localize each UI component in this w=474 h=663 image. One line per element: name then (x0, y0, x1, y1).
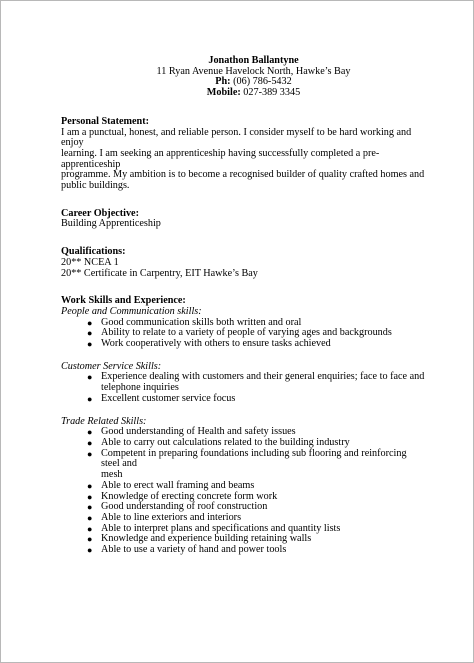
bullet-icon: ● (87, 393, 93, 404)
qualification-item: 20** NCEA 1 (61, 256, 119, 268)
bullet-icon: ● (87, 448, 93, 459)
list-item-text: Good communication skills both written and oral (101, 316, 302, 328)
career-objective-title: Career Objective: (61, 207, 139, 219)
list-item-text: Ability to relate to a variety of people of varying ages and backgrounds (101, 327, 392, 339)
mobile-label: Mobile: (206, 87, 241, 99)
mobile-value: 027-389 3345 (243, 87, 301, 99)
personal-statement-line: programme. My ambition is to become a recognised builder of quality crafted homes and (61, 169, 425, 181)
qualifications-section (61, 247, 426, 279)
bullet-icon: ● (87, 480, 93, 491)
personal-statement-section (61, 117, 426, 192)
personal-statement-line: I am a punctual, honest, and reliable person. I consider myself to be hard working and enjoy (61, 126, 412, 149)
list-item-text: Excellent customer service focus (101, 392, 236, 404)
skills-subtitle: Trade Related Skills: (61, 415, 147, 427)
work-skills-title: Work Skills and Experience: (61, 295, 186, 307)
bullet-icon: ● (87, 328, 93, 339)
skills-subtitle: Customer Service Skills: (61, 360, 162, 372)
personal-statement-line: learning. I am seeking an apprenticeship having successfully completed a pre-apprenticeship (61, 147, 380, 170)
list-item-text: Able to use a variety of hand and power tools (101, 544, 287, 556)
bullet-icon: ● (87, 317, 93, 328)
career-objective-text: Building Apprenticeship (61, 218, 161, 230)
list-item-text: Knowledge and experience building retaining walls (101, 533, 312, 545)
bullet-icon: ● (87, 437, 93, 448)
list-item-text: Able to interpret plans and specifications and quantity lists (101, 522, 341, 534)
list-item-text: Able to carry out calculations related to the building industry (101, 436, 350, 448)
candidate-name: Jonathon Ballantyne (208, 55, 299, 66)
list-item (87, 371, 426, 394)
personal-statement-title: Personal Statement: (61, 115, 149, 127)
skills-list (61, 372, 426, 404)
bullet-icon: ● (87, 427, 93, 438)
list-item-text: telephone inquiries (101, 382, 179, 394)
resume-content (61, 56, 426, 556)
list-item-text: mesh (101, 469, 123, 481)
list-item-text: Knowledge of erecting concrete form work (101, 490, 278, 502)
phone-value: (06) 786-5432 (233, 76, 292, 88)
list-item-text: Experience dealing with customers and their general enquiries; face to face and (101, 371, 425, 383)
bullet-icon: ● (87, 502, 93, 513)
bullet-icon: ● (87, 545, 93, 556)
skills-subtitle: People and Communication skills: (61, 305, 202, 317)
list-item (87, 544, 426, 556)
work-skills-section (61, 296, 426, 555)
bullet-icon: ● (87, 339, 93, 350)
bullet-icon: ● (87, 491, 93, 502)
candidate-mobile (81, 88, 426, 99)
qualification-item: 20** Certificate in Carpentry, EIT Hawke’s Bay (61, 267, 258, 279)
list-item-text: Good understanding of Health and safety issues (101, 426, 296, 438)
career-objective-section (61, 209, 426, 230)
phone-label: Ph: (215, 76, 231, 88)
list-item-text: Able to line exteriors and interiors (101, 511, 242, 523)
candidate-address: 11 Ryan Avenue Havelock North, Hawke’s Bay (156, 65, 351, 77)
bullet-icon: ● (87, 534, 93, 545)
resume-header (81, 56, 426, 99)
skills-list (61, 318, 426, 350)
list-item (87, 392, 426, 405)
list-item-text: Competent in preparing foundations including sub flooring and reinforcing steel and (101, 447, 407, 470)
list-item (87, 338, 426, 350)
skills-list (61, 427, 426, 555)
personal-statement-line: public buildings. (61, 180, 130, 192)
list-item-text: Work cooperatively with others to ensure tasks achieved (101, 338, 331, 350)
list-item-text: Good understanding of roof construction (101, 501, 268, 513)
list-item (87, 447, 426, 481)
bullet-icon: ● (87, 372, 93, 383)
bullet-icon: ● (87, 512, 93, 523)
qualifications-title: Qualifications: (61, 246, 126, 258)
list-item-text: Able to erect wall framing and beams (101, 479, 255, 491)
bullet-icon: ● (87, 523, 93, 534)
